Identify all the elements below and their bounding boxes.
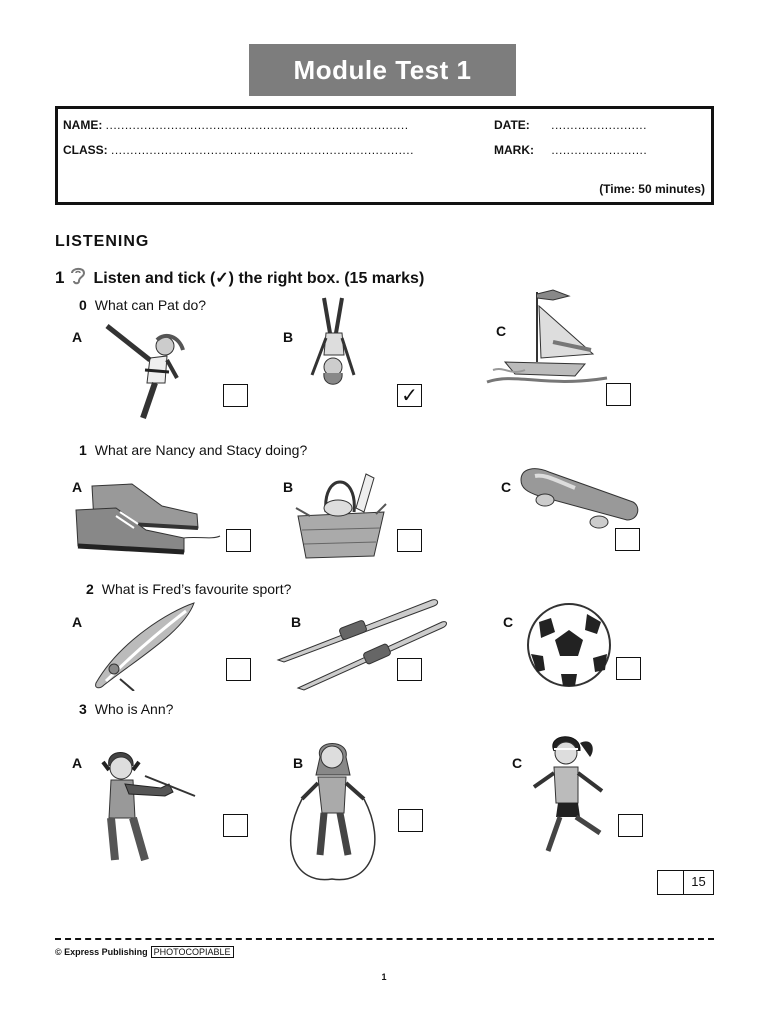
option-letter-b: B xyxy=(293,755,304,771)
question-text: What can Pat do? xyxy=(94,297,207,313)
answer-box-2b[interactable] xyxy=(397,658,422,681)
question-text: Who is Ann? xyxy=(94,701,174,717)
runner-girl-image xyxy=(526,733,618,859)
date-row xyxy=(494,118,647,132)
answer-box-1b[interactable] xyxy=(397,529,422,552)
section-title: LISTENING xyxy=(55,233,150,250)
surfboard-image xyxy=(90,601,198,691)
answer-box-2a[interactable] xyxy=(226,658,251,681)
option-letter-b: B xyxy=(283,479,294,495)
class-row xyxy=(63,143,414,157)
trainers-image xyxy=(72,478,222,560)
page-number: 1 xyxy=(381,972,387,982)
option-letter-b: B xyxy=(283,329,294,345)
student-info-box xyxy=(55,106,714,205)
karate-girl-image xyxy=(95,318,190,423)
class-field[interactable]: ............................................................................... xyxy=(111,143,414,157)
name-label: NAME: xyxy=(63,118,103,132)
question-1 xyxy=(79,442,307,458)
violinist-girl-image xyxy=(95,748,200,866)
mark-row xyxy=(494,143,647,157)
picnic-basket-image xyxy=(288,468,393,564)
answer-box-1a[interactable] xyxy=(226,529,251,552)
option-letter-a: A xyxy=(72,614,83,630)
option-letter-a: A xyxy=(72,755,83,771)
exercise-instruction xyxy=(55,265,424,290)
skateboard-image xyxy=(515,466,640,534)
skipping-girl-image xyxy=(284,735,382,881)
mark-field[interactable]: ......................... xyxy=(551,143,648,157)
answer-box-3a[interactable] xyxy=(223,814,248,837)
score-box xyxy=(657,870,714,895)
handstand-girl-image xyxy=(302,293,364,403)
option-letter-c: C xyxy=(503,614,514,630)
question-2 xyxy=(86,581,291,597)
sailing-boat-image xyxy=(485,284,610,392)
listening-icon xyxy=(69,265,87,290)
answer-box-1c[interactable] xyxy=(615,528,640,551)
copyright-text: © Express Publishing xyxy=(55,947,148,957)
question-text: What is Fred’s favourite sport? xyxy=(101,581,292,597)
answer-box-2c[interactable] xyxy=(616,657,641,680)
score-total: 15 xyxy=(691,874,706,889)
question-number: 1 xyxy=(79,442,87,458)
answer-box-0c[interactable] xyxy=(606,383,631,406)
date-label: DATE: xyxy=(494,118,530,132)
score-field[interactable] xyxy=(658,871,684,894)
question-0 xyxy=(79,297,206,313)
option-letter-c: C xyxy=(496,323,507,339)
answer-box-3c[interactable] xyxy=(618,814,643,837)
football-image xyxy=(525,602,613,688)
footer xyxy=(55,946,234,958)
mark-label: MARK: xyxy=(494,143,534,157)
answer-box-0b[interactable]: ✓ xyxy=(397,384,422,407)
name-row xyxy=(63,118,409,132)
option-letter-c: C xyxy=(501,479,512,495)
question-number: 3 xyxy=(79,701,87,717)
class-label: CLASS: xyxy=(63,143,108,157)
option-letter-a: A xyxy=(72,329,83,345)
answer-box-3b[interactable] xyxy=(398,809,423,832)
name-field[interactable]: ............................................................................... xyxy=(105,118,409,132)
option-letter-c: C xyxy=(512,755,523,771)
option-letter-b: B xyxy=(291,614,302,630)
water-skis-image xyxy=(276,596,448,692)
exercise-number: 1 xyxy=(55,267,65,287)
instruction-text: Listen and tick (✓) the right box. (15 marks) xyxy=(93,269,425,287)
question-3 xyxy=(79,701,173,717)
page-title: Module Test 1 xyxy=(249,44,516,96)
question-text: What are Nancy and Stacy doing? xyxy=(94,442,308,458)
date-field[interactable]: ......................... xyxy=(551,118,647,132)
question-number: 0 xyxy=(79,297,87,313)
option-letter-a: A xyxy=(72,479,83,495)
photocopiable-label: PHOTOCOPIABLE xyxy=(151,946,234,958)
question-number: 2 xyxy=(86,581,94,597)
answer-box-0a[interactable] xyxy=(223,384,248,407)
time-note: (Time: 50 minutes) xyxy=(599,182,705,196)
footer-divider xyxy=(55,938,714,940)
